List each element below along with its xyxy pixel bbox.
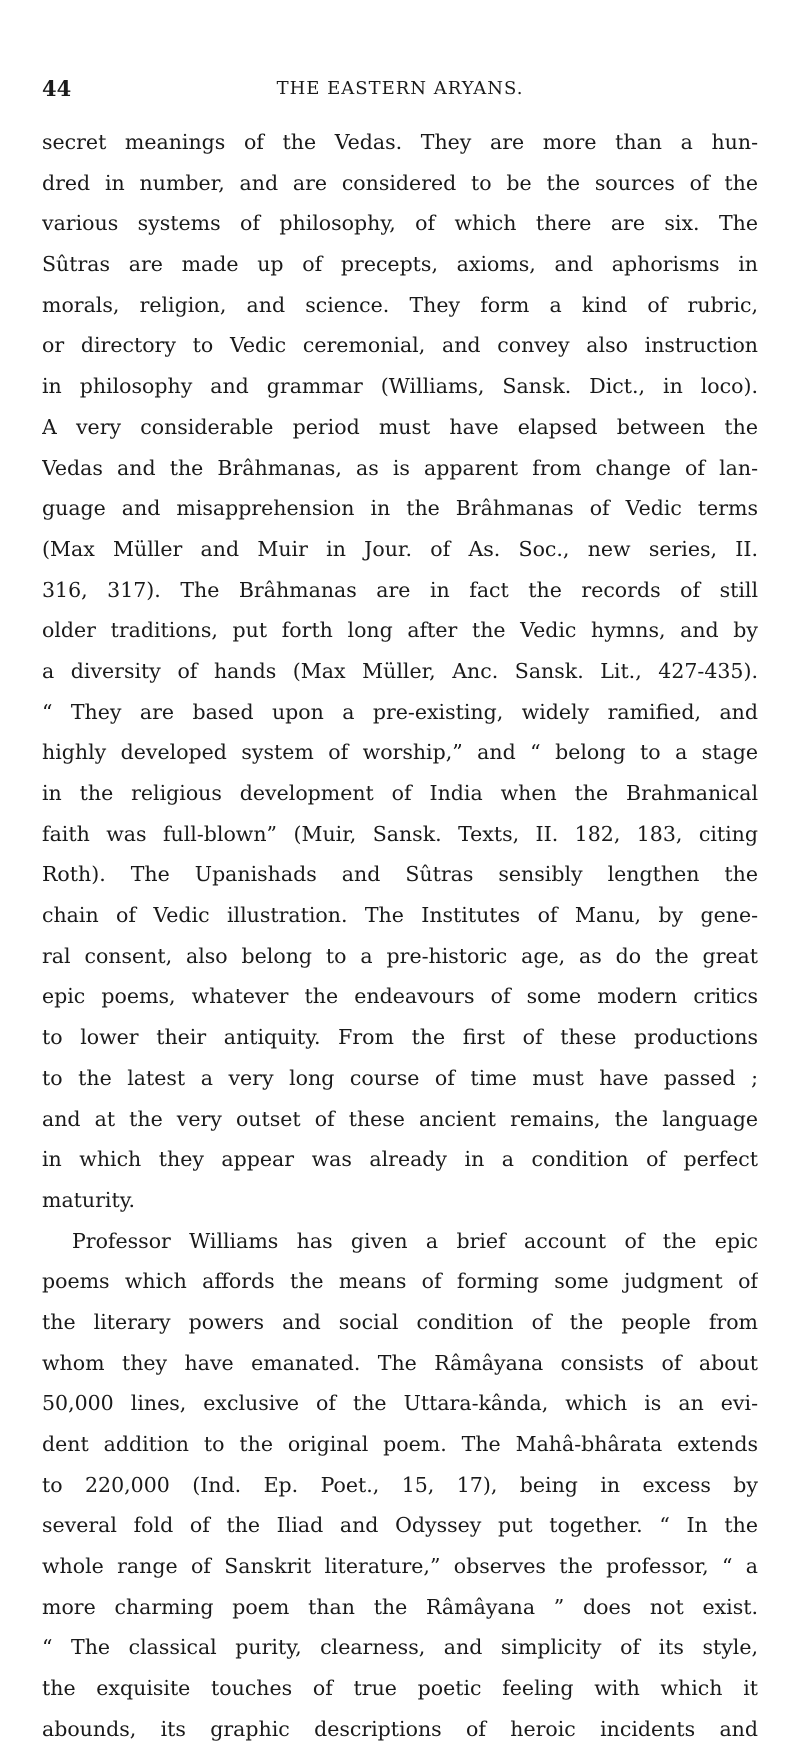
text-line: Professor Williams has given a brief account of the epic [72,1228,758,1253]
text-line: dred in number, and are considered to be the sources of the [42,170,758,195]
text-line: in philosophy and grammar (Williams, Sansk. Dict., in loco). [42,374,758,399]
text-line: chain of Vedic illustration. The Institutes of Manu, by gene- [42,903,758,928]
text-line: to lower their antiquity. From the first of these productions [42,1025,758,1050]
text-line: faith was full-blown” (Muir, Sansk. Texts, II. 182, 183, citing [42,821,758,846]
text-line: poems which affords the means of forming some judgment of [42,1269,758,1294]
running-head: THE EASTERN ARYANS. [276,78,524,99]
text-line: whom they have emanated. The Râmâyana consists of about [42,1350,758,1375]
text-line: or directory to Vedic ceremonial, and convey also instruction [42,333,758,358]
text-line: Roth). The Upanishads and Sûtras sensibly lengthen the [42,862,758,887]
text-line: guage and misapprehension in the Brâhmanas of Vedic terms [42,496,758,521]
text-line: and at the very outset of these ancient remains, the language [42,1106,758,1131]
text-line: 50,000 lines, exclusive of the Uttara-kânda, which is an evi- [42,1391,758,1416]
text-line: a diversity of hands (Max Müller, Anc. Sansk. Lit., 427-435). [42,658,758,683]
text-line: A very considerable period must have elapsed between the [42,414,758,439]
text-line: to the latest a very long course of time must have passed ; [42,1065,758,1090]
text-line: in the religious development of India when the Brahmanical [42,781,758,805]
text-line: older traditions, put forth long after the Vedic hymns, and by [42,618,758,643]
text-line: morals, religion, and science. They form a kind of rubric, [42,292,758,317]
text-line: in which they appear was already in a condition of perfect [42,1147,758,1172]
text-line: the literary powers and social condition of the people from [42,1309,758,1334]
text-line: (Max Müller and Muir in Jour. of As. Soc., new series, II. [42,536,758,561]
text-line: “ They are based upon a pre-existing, widely ramified, and [42,699,758,724]
text-line: ral consent, also belong to a pre-historic age, as do the great [42,943,758,968]
text-line: more charming poem than the Râmâyana ” does not exist. [42,1594,758,1619]
text-line: several fold of the Iliad and Odyssey put together. “ In the [42,1513,758,1538]
text-line: secret meanings of the Vedas. They are more than a hun- [42,130,758,154]
text-line: Sûtras are made up of precepts, axioms, and aphorisms in [42,252,758,277]
text-line: highly developed system of worship,” and “ belong to a stage [42,740,758,765]
text-line: whole range of Sanskrit literature,” observes the professor, “ a [42,1554,758,1579]
text-line: the exquisite touches of true poetic feeling with which it [42,1676,758,1701]
body-text [42,122,758,1750]
text-line: epic poems, whatever the endeavours of some modern critics [42,984,758,1009]
text-line: abounds, its graphic descriptions of heroic incidents and [42,1716,758,1741]
text-line: maturity. [42,1187,136,1212]
text-line: Vedas and the Brâhmanas, as is apparent from change of lan- [42,455,758,480]
page-header [42,76,758,108]
text-line: 316, 317). The Brâhmanas are in fact the records of still [42,577,758,602]
text-line: various systems of philosophy, of which there are six. The [42,211,758,236]
text-line: to 220,000 (Ind. Ep. Poet., 15, 17), being in excess by [42,1472,758,1497]
page-number: 44 [42,76,72,101]
text-line: “ The classical purity, clearness, and simplicity of its style, [42,1635,758,1660]
text-line: dent addition to the original poem. The Mahâ-bhârata extends [42,1432,758,1456]
